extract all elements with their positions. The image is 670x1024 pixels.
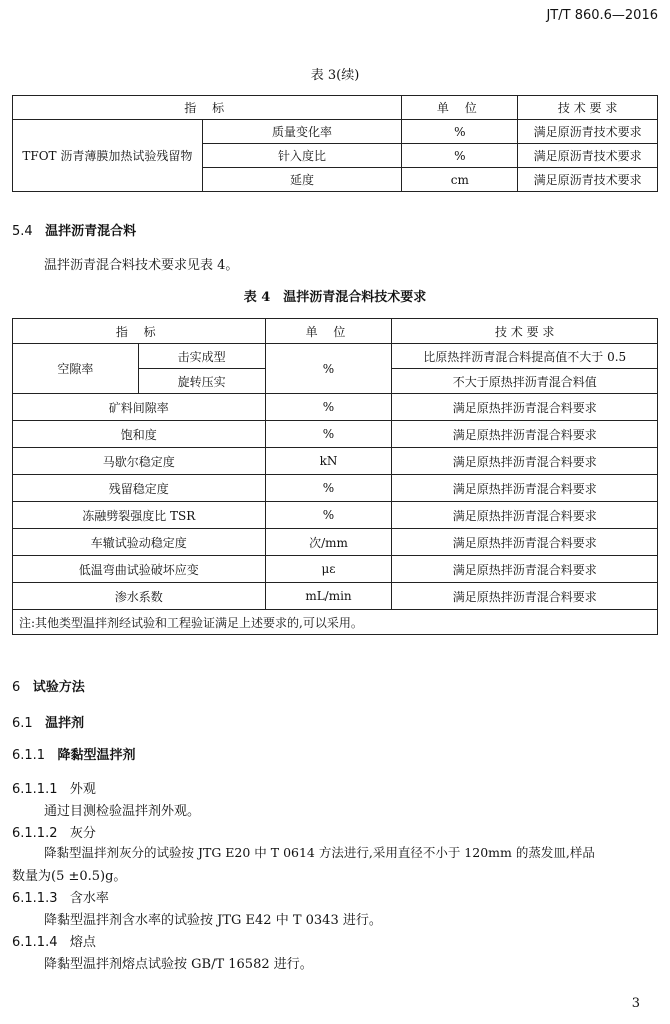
table3-header-row [13, 96, 658, 120]
table-row [13, 448, 658, 475]
table-cell-unit: % [265, 394, 392, 421]
table4 [12, 318, 658, 635]
section-6-1-1-1-heading [12, 778, 96, 797]
section-title: 熔点 [69, 935, 96, 950]
table3-caption: 表 3(续) [310, 68, 360, 83]
table-cell-requirement: 满足原热拌沥青混合料要求 [392, 475, 658, 502]
table-row [13, 475, 658, 502]
table-cell-item: 矿料间隙率 [13, 394, 266, 421]
section-5-4-paragraph: 温拌沥青混合料技术要求见表 4。 [44, 258, 239, 273]
table-row [13, 502, 658, 529]
section-6-1-1-2-paragraph-line1: 降黏型温拌剂灰分的试验按 JTG E20 中 T 0614 方法进行,采用直径不小于 120mm 的蒸发皿,样品 [44, 845, 595, 860]
section-number: 6.1.1.3 [12, 891, 58, 906]
void-group-unit: % [265, 344, 392, 394]
table4-header-row [13, 319, 658, 344]
table-cell-unit: 次/mm [265, 529, 392, 556]
table-cell-requirement: 满足原热拌沥青混合料要求 [392, 556, 658, 583]
standard-number: JT/T 860.6—2016 [546, 8, 658, 23]
table3-header-unit: 单 位 [402, 96, 518, 120]
table4-header-indicator: 指 标 [13, 319, 266, 344]
void-group-label: 空隙率 [13, 344, 139, 394]
table-row [13, 556, 658, 583]
table-cell-unit: με [265, 556, 392, 583]
section-6-1-1-heading [12, 744, 136, 763]
table-cell-item: 车辙试验动稳定度 [13, 529, 266, 556]
table-cell-requirement: 比原热拌沥青混合料提高值不大于 0.5 [392, 344, 658, 369]
page-number: 3 [631, 996, 640, 1011]
table-cell-item: 冻融劈裂强度比 TSR [13, 502, 266, 529]
table-row [13, 421, 658, 448]
section-number: 6.1 [12, 716, 33, 731]
table-cell-requirement: 满足原热拌沥青混合料要求 [392, 448, 658, 475]
section-6-1-1-3-heading [12, 887, 109, 906]
table-cell-requirement: 满足原沥青技术要求 [518, 144, 658, 168]
table-cell-unit: % [402, 144, 518, 168]
table3 [12, 95, 658, 192]
table4-caption: 表 4 温拌沥青混合料技术要求 [243, 290, 427, 305]
table-cell-unit: % [265, 475, 392, 502]
table3-group-label: TFOT 沥青薄膜加热试验残留物 [13, 120, 203, 192]
table-cell-item: 质量变化率 [202, 120, 402, 144]
table-cell-item: 残留稳定度 [13, 475, 266, 502]
table-cell-requirement: 满足原热拌沥青混合料要求 [392, 583, 658, 610]
table-row [13, 529, 658, 556]
section-6-1-1-4-paragraph: 降黏型温拌剂熔点试验按 GB/T 16582 进行。 [44, 957, 313, 972]
table-cell-item: 针入度比 [202, 144, 402, 168]
table-cell-item: 延度 [202, 168, 402, 192]
table-cell-requirement: 不大于原热拌沥青混合料值 [392, 369, 658, 394]
table-cell-unit: % [265, 421, 392, 448]
table-cell-requirement: 满足原沥青技术要求 [518, 168, 658, 192]
table4-header-requirement: 技 术 要 求 [392, 319, 658, 344]
table-cell-unit: kN [265, 448, 392, 475]
section-5-4-heading [12, 220, 136, 239]
section-title: 含水率 [69, 891, 109, 906]
table-cell-requirement: 满足原热拌沥青混合料要求 [392, 502, 658, 529]
table-cell-item: 饱和度 [13, 421, 266, 448]
table-cell-requirement: 满足原热拌沥青混合料要求 [392, 394, 658, 421]
table3-header-requirement: 技 术 要 求 [518, 96, 658, 120]
table-cell-unit: cm [402, 168, 518, 192]
table4-note: 注:其他类型温拌剂经试验和工程验证满足上述要求的,可以采用。 [13, 610, 658, 635]
section-6-1-heading [12, 712, 84, 731]
section-number: 6.1.1.1 [12, 782, 58, 797]
section-title: 降黏型温拌剂 [57, 748, 136, 763]
table-cell-item: 低温弯曲试验破坏应变 [13, 556, 266, 583]
section-6-1-1-4-heading [12, 931, 96, 950]
section-title: 试验方法 [32, 680, 85, 695]
section-number: 6.1.1.2 [12, 826, 58, 841]
section-number: 6.1.1.4 [12, 935, 58, 950]
section-title: 温拌剂 [45, 716, 85, 731]
table-cell-unit: % [265, 502, 392, 529]
section-6-heading [12, 676, 85, 695]
table4-note-row [13, 610, 658, 635]
table-cell-item: 击实成型 [138, 344, 265, 369]
section-title: 外观 [69, 782, 96, 797]
section-number: 6 [12, 680, 21, 695]
table-row [13, 394, 658, 421]
table-cell-requirement: 满足原沥青技术要求 [518, 120, 658, 144]
section-title: 灰分 [69, 826, 96, 841]
section-number: 6.1.1 [12, 748, 46, 763]
section-6-1-1-3-paragraph: 降黏型温拌剂含水率的试验按 JTG E42 中 T 0343 进行。 [44, 913, 382, 928]
section-6-1-1-2-heading [12, 822, 96, 841]
section-number: 5.4 [12, 224, 33, 239]
table3-header-indicator: 指 标 [13, 96, 402, 120]
section-6-1-1-2-paragraph-line2: 数量为(5 ±0.5)g。 [12, 869, 127, 884]
table-row [13, 583, 658, 610]
table-cell-item: 旋转压实 [138, 369, 265, 394]
table-row [13, 344, 658, 369]
table-cell-item: 马歇尔稳定度 [13, 448, 266, 475]
table4-header-unit: 单 位 [265, 319, 392, 344]
table-cell-unit: % [402, 120, 518, 144]
section-title: 温拌沥青混合料 [45, 224, 137, 239]
table-cell-requirement: 满足原热拌沥青混合料要求 [392, 421, 658, 448]
table-cell-requirement: 满足原热拌沥青混合料要求 [392, 529, 658, 556]
table-cell-unit: mL/min [265, 583, 392, 610]
section-6-1-1-1-paragraph: 通过目测检验温拌剂外观。 [44, 804, 201, 819]
table-cell-item: 渗水系数 [13, 583, 266, 610]
table-row [13, 120, 658, 144]
